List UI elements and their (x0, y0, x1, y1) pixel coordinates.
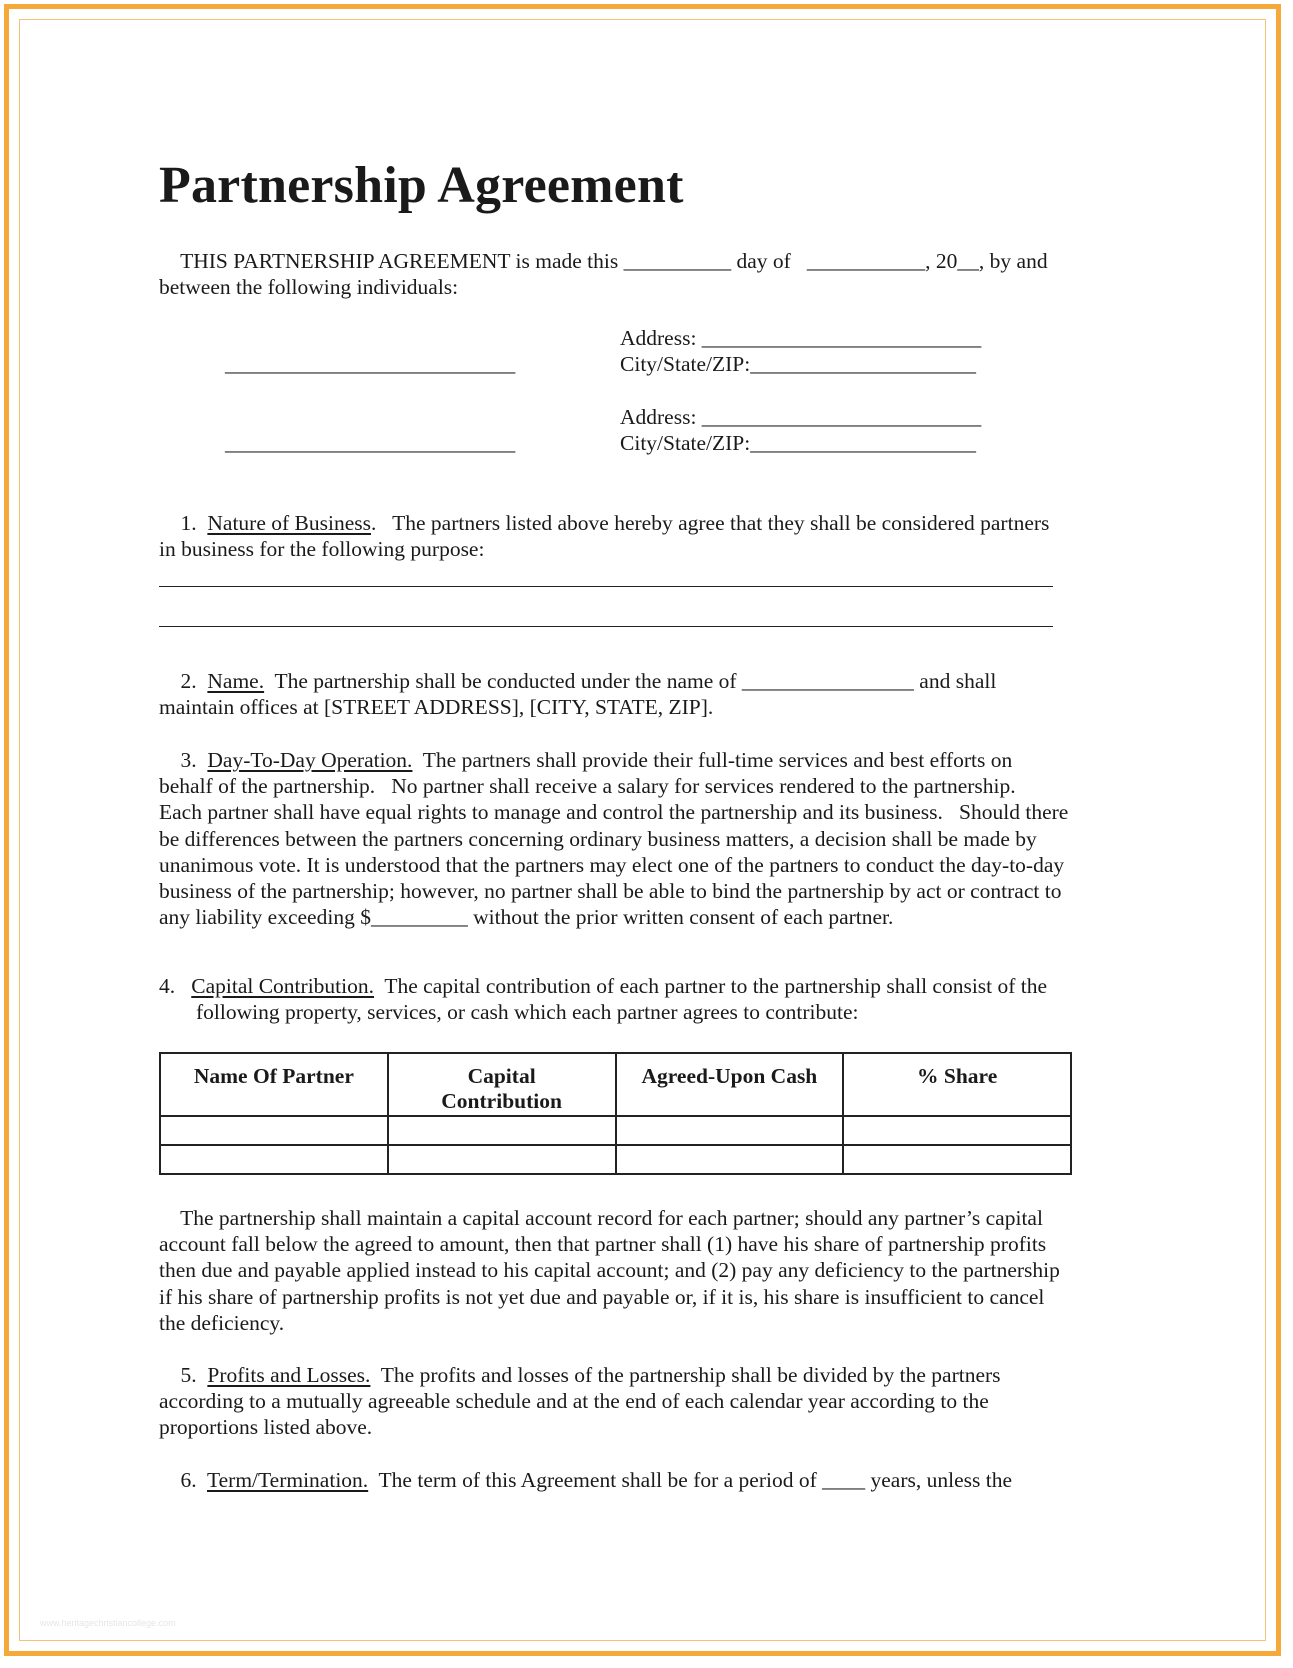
section-3-line-5: unanimous vote. It is understood that the partners may elect one of the partners to conduct the day-to-day (159, 853, 1065, 877)
table-row (160, 1116, 1071, 1145)
section-5-heading: Profits and Losses. (207, 1363, 371, 1387)
intro-line-2: between the following individuals: (159, 275, 459, 299)
capital-paragraph-line-1: The partnership shall maintain a capital account record for each partner; should any partner’s capital (159, 1206, 1043, 1230)
table-cell[interactable] (388, 1145, 616, 1174)
capital-paragraph-line-3: then due and payable applied instead to his capital account; and (2) pay any deficiency to the partnership (159, 1258, 1060, 1282)
col-name-of-partner: Name Of Partner (160, 1053, 388, 1116)
section-3-line-4: be differences between the partners concerning ordinary business matters, a decision shall be made by (159, 827, 1037, 851)
col-capital-contribution: Capital Contribution (388, 1053, 616, 1116)
section-1-heading: Nature of Business (207, 511, 371, 535)
document-title: Partnership Agreement (159, 157, 684, 214)
section-1-line-1: 1. Nature of Business. The partners listed above hereby agree that they shall be considered partners (180, 511, 1050, 535)
section-3-line-7: any liability exceeding $_________ without the prior written consent of each partner. (159, 905, 894, 929)
section-6-line-1: 6. Term/Termination. The term of this Agreement shall be for a period of ____ years, unless the (180, 1468, 1013, 1492)
section-4-line-1: 4. Capital Contribution. The capital contribution of each partner to the partnership shall consist of the (159, 974, 1048, 998)
capital-contribution-table (159, 1052, 1072, 1175)
section-5-line-3: proportions listed above. (159, 1415, 373, 1439)
capital-paragraph-line-5: the deficiency. (159, 1311, 285, 1335)
section-3-line-6: business of the partnership; however, no partner shall be able to bind the partnership by act or contract to (159, 879, 1062, 903)
party2-name-blank: ___________________________ (225, 431, 516, 455)
col-agreed-upon-cash: Agreed-Upon Cash (616, 1053, 844, 1116)
table-cell[interactable] (160, 1145, 388, 1174)
party1-city: City/State/ZIP:_____________________ (620, 352, 976, 376)
party2-city: City/State/ZIP:_____________________ (620, 431, 976, 455)
section-2-heading: Name. (207, 669, 265, 693)
table-cell[interactable] (616, 1145, 844, 1174)
party1-address: Address: __________________________ (620, 326, 982, 350)
watermark-text: www.heritagechristiancollege.com (40, 1618, 176, 1628)
section-4-heading: Capital Contribution. (191, 974, 374, 998)
section-2-line-1: 2. Name. The partnership shall be conducted under the name of ________________ and shall (180, 669, 997, 693)
party1-name-blank: ___________________________ (225, 352, 516, 376)
section-3-line-2: behalf of the partnership. No partner shall receive a salary for services rendered to the partnership. (159, 774, 1016, 798)
section-5-line-2: according to a mutually agreeable schedule and at the end of each calendar year according to the (159, 1389, 989, 1413)
section-4-line-2: following property, services, or cash which each partner agrees to contribute: (196, 1000, 859, 1024)
table-cell[interactable] (160, 1116, 388, 1145)
capital-paragraph-line-2: account fall below the agreed to amount, then that partner shall (1) have his share of partnership profits (159, 1232, 1047, 1256)
section-5-line-1: 5. Profits and Losses. The profits and losses of the partnership shall be divided by the partners (180, 1363, 1001, 1387)
table-cell[interactable] (616, 1116, 844, 1145)
table-cell[interactable] (843, 1116, 1071, 1145)
capital-paragraph-line-4: if his share of partnership profits is not yet due and payable or, if it is, his share is insufficient to cancel (159, 1285, 1045, 1309)
section-6-heading: Term/Termination. (207, 1468, 369, 1492)
section-2-line-2: maintain offices at [STREET ADDRESS], [CITY, STATE, ZIP]. (159, 695, 714, 719)
intro-line-1: THIS PARTNERSHIP AGREEMENT is made this __________ day of ___________, 20__, by and (159, 249, 1048, 273)
table-cell[interactable] (388, 1116, 616, 1145)
section-3-line-1: 3. Day-To-Day Operation. The partners shall provide their full-time services and best efforts on (180, 748, 1013, 772)
purpose-blank-line-1 (159, 586, 1053, 587)
section-3-line-3: Each partner shall have equal rights to manage and control the partnership and its business. Should there (159, 800, 1069, 824)
section-3-heading: Day-To-Day Operation. (207, 748, 413, 772)
table-row (160, 1145, 1071, 1174)
table-cell[interactable] (843, 1145, 1071, 1174)
table-header-row (160, 1053, 1071, 1116)
purpose-blank-line-2 (159, 626, 1053, 627)
party2-address: Address: __________________________ (620, 405, 982, 429)
section-1-line-2: in business for the following purpose: (159, 537, 485, 561)
col-percent-share: % Share (843, 1053, 1071, 1116)
